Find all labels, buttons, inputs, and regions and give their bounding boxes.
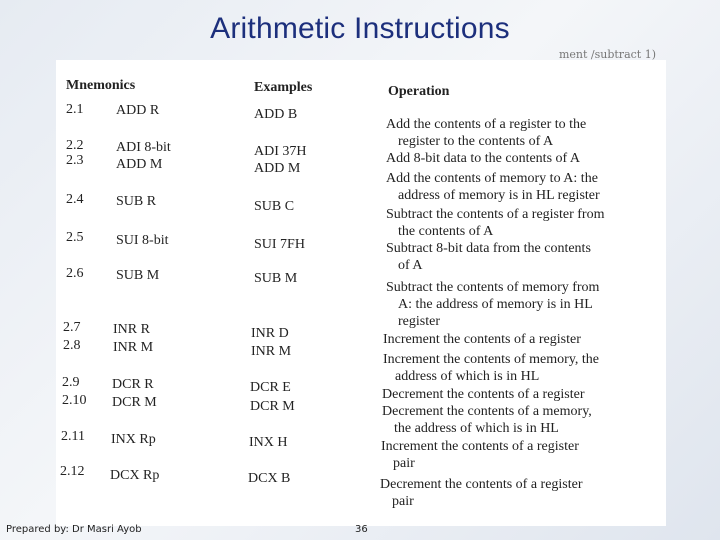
instruction-mnemonic: SUI 8-bit bbox=[116, 233, 169, 248]
footer-author: Prepared by: Dr Masri Ayob bbox=[6, 524, 142, 535]
instruction-mnemonic: INR M bbox=[113, 340, 154, 355]
instruction-mnemonic: ADD M bbox=[116, 157, 163, 172]
instruction-operation bbox=[381, 438, 651, 472]
instruction-number: 2.1 bbox=[66, 102, 84, 117]
instruction-number: 2.10 bbox=[62, 393, 87, 408]
instruction-example: DCR E bbox=[250, 380, 291, 395]
operation-line: address of memory is in HL register bbox=[398, 188, 600, 203]
operation-line: Add the contents of memory to A: the bbox=[386, 171, 598, 186]
instruction-mnemonic: SUB M bbox=[116, 268, 160, 283]
operation-line: Subtract the contents of memory from bbox=[386, 280, 600, 295]
operation-line: Decrement the contents of a register bbox=[380, 477, 583, 492]
operation-line: Decrement the contents of a register bbox=[382, 387, 585, 402]
instruction-example: ADD M bbox=[254, 161, 301, 176]
cropped-text-fragment: ment /subtract 1) bbox=[558, 48, 656, 61]
operation-line: of A bbox=[398, 258, 423, 273]
instruction-example: ADD B bbox=[254, 107, 298, 122]
instruction-number: 2.7 bbox=[63, 320, 81, 335]
instruction-mnemonic: DCR M bbox=[112, 395, 157, 410]
instruction-operation bbox=[386, 240, 656, 274]
instruction-number: 2.6 bbox=[66, 266, 84, 281]
instruction-operation bbox=[380, 476, 650, 510]
instruction-operation bbox=[386, 206, 656, 240]
instruction-number: 2.5 bbox=[66, 230, 84, 245]
operation-line: Increment the contents of memory, the bbox=[383, 352, 600, 367]
instruction-mnemonic: DCR R bbox=[112, 377, 154, 392]
instruction-operation bbox=[382, 403, 652, 437]
operation-line: the contents of A bbox=[398, 224, 494, 239]
instruction-mnemonic: SUB R bbox=[116, 194, 157, 209]
instruction-number: 2.8 bbox=[63, 338, 81, 353]
header-examples: Examples bbox=[254, 80, 313, 95]
header-mnemonics: Mnemonics bbox=[66, 78, 136, 93]
operation-line: pair bbox=[393, 456, 415, 471]
instruction-number: 2.11 bbox=[61, 429, 85, 444]
operation-line: A: the address of memory is in HL bbox=[398, 297, 593, 312]
instruction-operation bbox=[386, 170, 656, 204]
instruction-example: DCX B bbox=[248, 471, 291, 486]
instruction-number: 2.2 bbox=[66, 138, 84, 153]
instruction-operation bbox=[382, 386, 652, 403]
instruction-mnemonic: INR R bbox=[113, 322, 150, 337]
operation-line: the address of which is in HL bbox=[394, 421, 559, 436]
instruction-operation bbox=[383, 351, 653, 385]
instruction-operation bbox=[383, 331, 653, 348]
instruction-example: SUB M bbox=[254, 271, 298, 286]
instruction-example: SUB C bbox=[254, 199, 295, 214]
page-number: 36 bbox=[355, 524, 368, 535]
scanned-table-image bbox=[56, 48, 666, 526]
instruction-number: 2.9 bbox=[62, 375, 80, 390]
instruction-operation bbox=[386, 116, 656, 150]
operation-line: Add the contents of a register to the bbox=[386, 117, 587, 132]
slide-title: Arithmetic Instructions bbox=[210, 12, 510, 45]
instruction-example: INR D bbox=[251, 326, 289, 341]
instruction-example: DCR M bbox=[250, 399, 295, 414]
instruction-example: ADI 37H bbox=[254, 144, 307, 159]
operation-line: address of which is in HL bbox=[395, 369, 540, 384]
header-operation: Operation bbox=[388, 84, 450, 99]
operation-line: pair bbox=[392, 494, 414, 509]
instruction-operation bbox=[386, 279, 656, 330]
instruction-example: SUI 7FH bbox=[254, 237, 305, 252]
operation-line: Subtract the contents of a register from bbox=[386, 207, 605, 222]
operation-line: Decrement the contents of a memory, bbox=[382, 404, 592, 419]
instruction-number: 2.4 bbox=[66, 192, 84, 207]
instruction-mnemonic: INX Rp bbox=[111, 432, 156, 447]
instruction-mnemonic: DCX Rp bbox=[110, 468, 160, 483]
instruction-operation bbox=[386, 150, 656, 167]
operation-line: Increment the contents of a register bbox=[381, 439, 579, 454]
instruction-example: INX H bbox=[249, 435, 288, 450]
instruction-number: 2.12 bbox=[60, 464, 85, 479]
operation-line: register to the contents of A bbox=[398, 134, 554, 149]
operation-line: register bbox=[398, 314, 440, 329]
instruction-number: 2.3 bbox=[66, 153, 84, 168]
instruction-mnemonic: ADI 8-bit bbox=[116, 140, 171, 155]
instruction-mnemonic: ADD R bbox=[116, 103, 160, 118]
instruction-example: INR M bbox=[251, 344, 292, 359]
operation-line: Subtract 8-bit data from the contents bbox=[386, 241, 591, 256]
operation-line: Add 8-bit data to the contents of A bbox=[386, 151, 581, 166]
operation-line: Increment the contents of a register bbox=[383, 332, 581, 347]
